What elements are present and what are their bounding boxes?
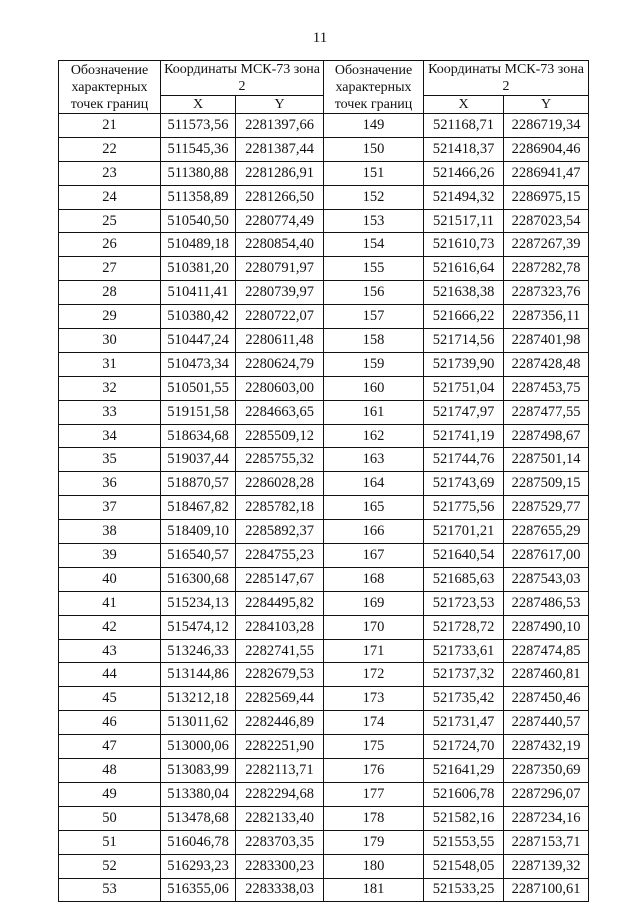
y-coordinate-cell: 2287432,19 xyxy=(504,735,589,759)
y-coordinate-cell: 2287428,48 xyxy=(504,352,589,376)
x-coordinate-cell: 521731,47 xyxy=(424,711,504,735)
y-coordinate-cell: 2280624,79 xyxy=(236,352,324,376)
x-coordinate-cell: 510381,20 xyxy=(161,257,236,281)
point-number-cell: 53 xyxy=(59,878,161,902)
point-number-cell: 52 xyxy=(59,854,161,878)
y-coordinate-cell: 2282294,68 xyxy=(236,782,324,806)
x-coordinate-cell: 511545,36 xyxy=(161,137,236,161)
x-coordinate-cell: 521582,16 xyxy=(424,806,504,830)
y-coordinate-cell: 2287529,77 xyxy=(504,496,589,520)
y-coordinate-cell: 2283703,35 xyxy=(236,830,324,854)
x-coordinate-cell: 521638,38 xyxy=(424,281,504,305)
point-number-cell: 156 xyxy=(324,281,424,305)
table-row xyxy=(59,281,589,305)
y-coordinate-cell: 2287655,29 xyxy=(504,520,589,544)
y-coordinate-cell: 2282113,71 xyxy=(236,759,324,783)
y-coordinate-cell: 2287401,98 xyxy=(504,329,589,353)
point-number-cell: 177 xyxy=(324,782,424,806)
point-number-cell: 161 xyxy=(324,400,424,424)
y-coordinate-cell: 2285892,37 xyxy=(236,520,324,544)
x-coordinate-cell: 510380,42 xyxy=(161,305,236,329)
table-row xyxy=(59,735,589,759)
x-coordinate-cell: 521418,37 xyxy=(424,137,504,161)
point-number-cell: 42 xyxy=(59,615,161,639)
x-coordinate-cell: 521735,42 xyxy=(424,687,504,711)
table-row xyxy=(59,376,589,400)
y-coordinate-cell: 2281266,50 xyxy=(236,185,324,209)
point-number-cell: 44 xyxy=(59,663,161,687)
point-number-cell: 25 xyxy=(59,209,161,233)
point-number-cell: 37 xyxy=(59,496,161,520)
table-row xyxy=(59,329,589,353)
x-coordinate-cell: 510501,55 xyxy=(161,376,236,400)
point-number-cell: 28 xyxy=(59,281,161,305)
table-row xyxy=(59,567,589,591)
y-coordinate-cell: 2287498,67 xyxy=(504,424,589,448)
y-coordinate-cell: 2286028,28 xyxy=(236,472,324,496)
y-coordinate-cell: 2285509,12 xyxy=(236,424,324,448)
point-number-cell: 29 xyxy=(59,305,161,329)
x-coordinate-cell: 510540,50 xyxy=(161,209,236,233)
x-coordinate-cell: 521714,56 xyxy=(424,329,504,353)
x-coordinate-cell: 510489,18 xyxy=(161,233,236,257)
y-coordinate-cell: 2282679,53 xyxy=(236,663,324,687)
y-coordinate-cell: 2284755,23 xyxy=(236,544,324,568)
y-coordinate-cell: 2287477,55 xyxy=(504,400,589,424)
point-number-cell: 169 xyxy=(324,591,424,615)
x-header-right: X xyxy=(424,96,504,114)
point-label-header-right: Обозначение характерных точек границ xyxy=(324,61,424,114)
y-coordinate-cell: 2287234,16 xyxy=(504,806,589,830)
point-number-cell: 40 xyxy=(59,567,161,591)
x-coordinate-cell: 521517,11 xyxy=(424,209,504,233)
y-coordinate-cell: 2282446,89 xyxy=(236,711,324,735)
y-coordinate-cell: 2285782,18 xyxy=(236,496,324,520)
y-coordinate-cell: 2280774,49 xyxy=(236,209,324,233)
point-number-cell: 162 xyxy=(324,424,424,448)
x-coordinate-cell: 511380,88 xyxy=(161,161,236,185)
table-row xyxy=(59,520,589,544)
y-coordinate-cell: 2282569,44 xyxy=(236,687,324,711)
table-row xyxy=(59,448,589,472)
x-coordinate-cell: 516046,78 xyxy=(161,830,236,854)
point-number-cell: 31 xyxy=(59,352,161,376)
table-row xyxy=(59,544,589,568)
y-header-right: Y xyxy=(504,96,589,114)
y-coordinate-cell: 2287139,32 xyxy=(504,854,589,878)
y-coordinate-cell: 2281387,44 xyxy=(236,137,324,161)
point-number-cell: 163 xyxy=(324,448,424,472)
x-coordinate-cell: 521744,76 xyxy=(424,448,504,472)
y-coordinate-cell: 2287023,54 xyxy=(504,209,589,233)
table-row xyxy=(59,687,589,711)
x-coordinate-cell: 521739,90 xyxy=(424,352,504,376)
table-row xyxy=(59,424,589,448)
x-coordinate-cell: 521728,72 xyxy=(424,615,504,639)
coords-header-right: Координаты МСК-73 зона 2 xyxy=(424,61,589,96)
point-number-cell: 26 xyxy=(59,233,161,257)
table-row xyxy=(59,472,589,496)
y-coordinate-cell: 2287617,00 xyxy=(504,544,589,568)
y-coordinate-cell: 2280611,48 xyxy=(236,329,324,353)
y-coordinate-cell: 2287453,75 xyxy=(504,376,589,400)
x-coordinate-cell: 519037,44 xyxy=(161,448,236,472)
x-coordinate-cell: 521641,29 xyxy=(424,759,504,783)
x-coordinate-cell: 521747,97 xyxy=(424,400,504,424)
point-number-cell: 38 xyxy=(59,520,161,544)
header-row xyxy=(59,61,589,96)
x-coordinate-cell: 518467,82 xyxy=(161,496,236,520)
point-number-cell: 21 xyxy=(59,114,161,138)
y-coordinate-cell: 2287100,61 xyxy=(504,878,589,902)
table-row xyxy=(59,233,589,257)
table-row xyxy=(59,352,589,376)
point-number-cell: 175 xyxy=(324,735,424,759)
point-number-cell: 174 xyxy=(324,711,424,735)
point-number-cell: 171 xyxy=(324,639,424,663)
x-coordinate-cell: 519151,58 xyxy=(161,400,236,424)
y-coordinate-cell: 2287296,07 xyxy=(504,782,589,806)
y-coordinate-cell: 2287543,03 xyxy=(504,567,589,591)
table-row xyxy=(59,400,589,424)
point-number-cell: 46 xyxy=(59,711,161,735)
table-row xyxy=(59,137,589,161)
point-number-cell: 158 xyxy=(324,329,424,353)
table-row xyxy=(59,639,589,663)
x-coordinate-cell: 515474,12 xyxy=(161,615,236,639)
y-coordinate-cell: 2287501,14 xyxy=(504,448,589,472)
point-number-cell: 181 xyxy=(324,878,424,902)
y-coordinate-cell: 2281397,66 xyxy=(236,114,324,138)
x-coordinate-cell: 521494,32 xyxy=(424,185,504,209)
point-number-cell: 32 xyxy=(59,376,161,400)
y-coordinate-cell: 2286904,46 xyxy=(504,137,589,161)
x-coordinate-cell: 513144,86 xyxy=(161,663,236,687)
y-coordinate-cell: 2287323,76 xyxy=(504,281,589,305)
table-row xyxy=(59,854,589,878)
y-coordinate-cell: 2287474,85 xyxy=(504,639,589,663)
y-coordinate-cell: 2287282,78 xyxy=(504,257,589,281)
y-coordinate-cell: 2287267,39 xyxy=(504,233,589,257)
x-coordinate-cell: 513083,99 xyxy=(161,759,236,783)
x-coordinate-cell: 511573,56 xyxy=(161,114,236,138)
point-number-cell: 151 xyxy=(324,161,424,185)
y-coordinate-cell: 2286719,34 xyxy=(504,114,589,138)
point-number-cell: 35 xyxy=(59,448,161,472)
y-coordinate-cell: 2285147,67 xyxy=(236,567,324,591)
x-coordinate-cell: 521743,69 xyxy=(424,472,504,496)
point-number-cell: 27 xyxy=(59,257,161,281)
point-number-cell: 33 xyxy=(59,400,161,424)
y-coordinate-cell: 2287509,15 xyxy=(504,472,589,496)
point-number-cell: 165 xyxy=(324,496,424,520)
x-coordinate-cell: 521685,63 xyxy=(424,567,504,591)
y-coordinate-cell: 2284103,28 xyxy=(236,615,324,639)
table-row xyxy=(59,114,589,138)
y-coordinate-cell: 2281286,91 xyxy=(236,161,324,185)
y-coordinate-cell: 2287490,10 xyxy=(504,615,589,639)
x-coordinate-cell: 521751,04 xyxy=(424,376,504,400)
y-coordinate-cell: 2287350,69 xyxy=(504,759,589,783)
y-coordinate-cell: 2286941,47 xyxy=(504,161,589,185)
point-number-cell: 34 xyxy=(59,424,161,448)
table-row xyxy=(59,161,589,185)
table-row xyxy=(59,305,589,329)
y-coordinate-cell: 2283300,23 xyxy=(236,854,324,878)
point-number-cell: 168 xyxy=(324,567,424,591)
x-coordinate-cell: 516540,57 xyxy=(161,544,236,568)
table-row xyxy=(59,759,589,783)
x-coordinate-cell: 521723,53 xyxy=(424,591,504,615)
point-number-cell: 166 xyxy=(324,520,424,544)
point-number-cell: 30 xyxy=(59,329,161,353)
point-number-cell: 153 xyxy=(324,209,424,233)
y-coordinate-cell: 2280603,00 xyxy=(236,376,324,400)
point-number-cell: 178 xyxy=(324,806,424,830)
table-row xyxy=(59,615,589,639)
y-coordinate-cell: 2283338,03 xyxy=(236,878,324,902)
x-coordinate-cell: 521737,32 xyxy=(424,663,504,687)
table-body xyxy=(59,114,589,902)
point-number-cell: 48 xyxy=(59,759,161,783)
point-number-cell: 49 xyxy=(59,782,161,806)
table-row xyxy=(59,830,589,854)
point-number-cell: 149 xyxy=(324,114,424,138)
point-number-cell: 167 xyxy=(324,544,424,568)
y-coordinate-cell: 2280739,97 xyxy=(236,281,324,305)
point-number-cell: 45 xyxy=(59,687,161,711)
point-number-cell: 179 xyxy=(324,830,424,854)
y-coordinate-cell: 2280854,40 xyxy=(236,233,324,257)
point-number-cell: 51 xyxy=(59,830,161,854)
point-number-cell: 39 xyxy=(59,544,161,568)
x-coordinate-cell: 516300,68 xyxy=(161,567,236,591)
point-number-cell: 150 xyxy=(324,137,424,161)
y-coordinate-cell: 2284495,82 xyxy=(236,591,324,615)
x-coordinate-cell: 513000,06 xyxy=(161,735,236,759)
y-coordinate-cell: 2287460,81 xyxy=(504,663,589,687)
point-number-cell: 23 xyxy=(59,161,161,185)
point-number-cell: 47 xyxy=(59,735,161,759)
point-number-cell: 43 xyxy=(59,639,161,663)
table-row xyxy=(59,496,589,520)
x-coordinate-cell: 521168,71 xyxy=(424,114,504,138)
x-coordinate-cell: 513246,33 xyxy=(161,639,236,663)
y-coordinate-cell: 2280791,97 xyxy=(236,257,324,281)
y-coordinate-cell: 2282133,40 xyxy=(236,806,324,830)
table-row xyxy=(59,257,589,281)
y-coordinate-cell: 2287450,46 xyxy=(504,687,589,711)
y-coordinate-cell: 2285755,32 xyxy=(236,448,324,472)
table-row xyxy=(59,663,589,687)
y-header-left: Y xyxy=(236,96,324,114)
x-coordinate-cell: 513011,62 xyxy=(161,711,236,735)
point-number-cell: 172 xyxy=(324,663,424,687)
point-number-cell: 176 xyxy=(324,759,424,783)
y-coordinate-cell: 2280722,07 xyxy=(236,305,324,329)
table-row xyxy=(59,185,589,209)
table-row xyxy=(59,711,589,735)
table-row xyxy=(59,782,589,806)
x-coordinate-cell: 511358,89 xyxy=(161,185,236,209)
y-coordinate-cell: 2287153,71 xyxy=(504,830,589,854)
table-row xyxy=(59,209,589,233)
x-coordinate-cell: 521610,73 xyxy=(424,233,504,257)
y-coordinate-cell: 2286975,15 xyxy=(504,185,589,209)
y-coordinate-cell: 2284663,65 xyxy=(236,400,324,424)
point-number-cell: 50 xyxy=(59,806,161,830)
x-coordinate-cell: 510473,34 xyxy=(161,352,236,376)
x-coordinate-cell: 521640,54 xyxy=(424,544,504,568)
x-coordinate-cell: 521548,05 xyxy=(424,854,504,878)
point-number-cell: 152 xyxy=(324,185,424,209)
x-coordinate-cell: 521701,21 xyxy=(424,520,504,544)
x-coordinate-cell: 510447,24 xyxy=(161,329,236,353)
y-coordinate-cell: 2282251,90 xyxy=(236,735,324,759)
x-coordinate-cell: 521741,19 xyxy=(424,424,504,448)
coords-header-left: Координаты МСК-73 зона 2 xyxy=(161,61,324,96)
x-coordinate-cell: 513212,18 xyxy=(161,687,236,711)
x-coordinate-cell: 515234,13 xyxy=(161,591,236,615)
point-number-cell: 170 xyxy=(324,615,424,639)
point-number-cell: 159 xyxy=(324,352,424,376)
y-coordinate-cell: 2287440,57 xyxy=(504,711,589,735)
point-label-header-left: Обозначение характерных точек границ xyxy=(59,61,161,114)
x-coordinate-cell: 521533,25 xyxy=(424,878,504,902)
table-row xyxy=(59,878,589,902)
point-number-cell: 154 xyxy=(324,233,424,257)
coordinates-table xyxy=(58,60,589,902)
x-coordinate-cell: 521733,61 xyxy=(424,639,504,663)
x-coordinate-cell: 516293,23 xyxy=(161,854,236,878)
x-coordinate-cell: 521553,55 xyxy=(424,830,504,854)
x-coordinate-cell: 521666,22 xyxy=(424,305,504,329)
x-coordinate-cell: 521724,70 xyxy=(424,735,504,759)
point-number-cell: 155 xyxy=(324,257,424,281)
x-coordinate-cell: 518409,10 xyxy=(161,520,236,544)
x-coordinate-cell: 521775,56 xyxy=(424,496,504,520)
point-number-cell: 36 xyxy=(59,472,161,496)
y-coordinate-cell: 2282741,55 xyxy=(236,639,324,663)
page-number: 11 xyxy=(312,30,328,46)
table-row xyxy=(59,806,589,830)
y-coordinate-cell: 2287356,11 xyxy=(504,305,589,329)
x-coordinate-cell: 518634,68 xyxy=(161,424,236,448)
x-coordinate-cell: 521616,64 xyxy=(424,257,504,281)
table-row xyxy=(59,591,589,615)
x-coordinate-cell: 510411,41 xyxy=(161,281,236,305)
x-coordinate-cell: 516355,06 xyxy=(161,878,236,902)
point-number-cell: 173 xyxy=(324,687,424,711)
x-coordinate-cell: 518870,57 xyxy=(161,472,236,496)
point-number-cell: 41 xyxy=(59,591,161,615)
point-number-cell: 22 xyxy=(59,137,161,161)
y-coordinate-cell: 2287486,53 xyxy=(504,591,589,615)
point-number-cell: 180 xyxy=(324,854,424,878)
point-number-cell: 164 xyxy=(324,472,424,496)
x-coordinate-cell: 513380,04 xyxy=(161,782,236,806)
x-coordinate-cell: 521466,26 xyxy=(424,161,504,185)
x-coordinate-cell: 521606,78 xyxy=(424,782,504,806)
point-number-cell: 157 xyxy=(324,305,424,329)
point-number-cell: 24 xyxy=(59,185,161,209)
point-number-cell: 160 xyxy=(324,376,424,400)
x-header-left: X xyxy=(161,96,236,114)
x-coordinate-cell: 513478,68 xyxy=(161,806,236,830)
